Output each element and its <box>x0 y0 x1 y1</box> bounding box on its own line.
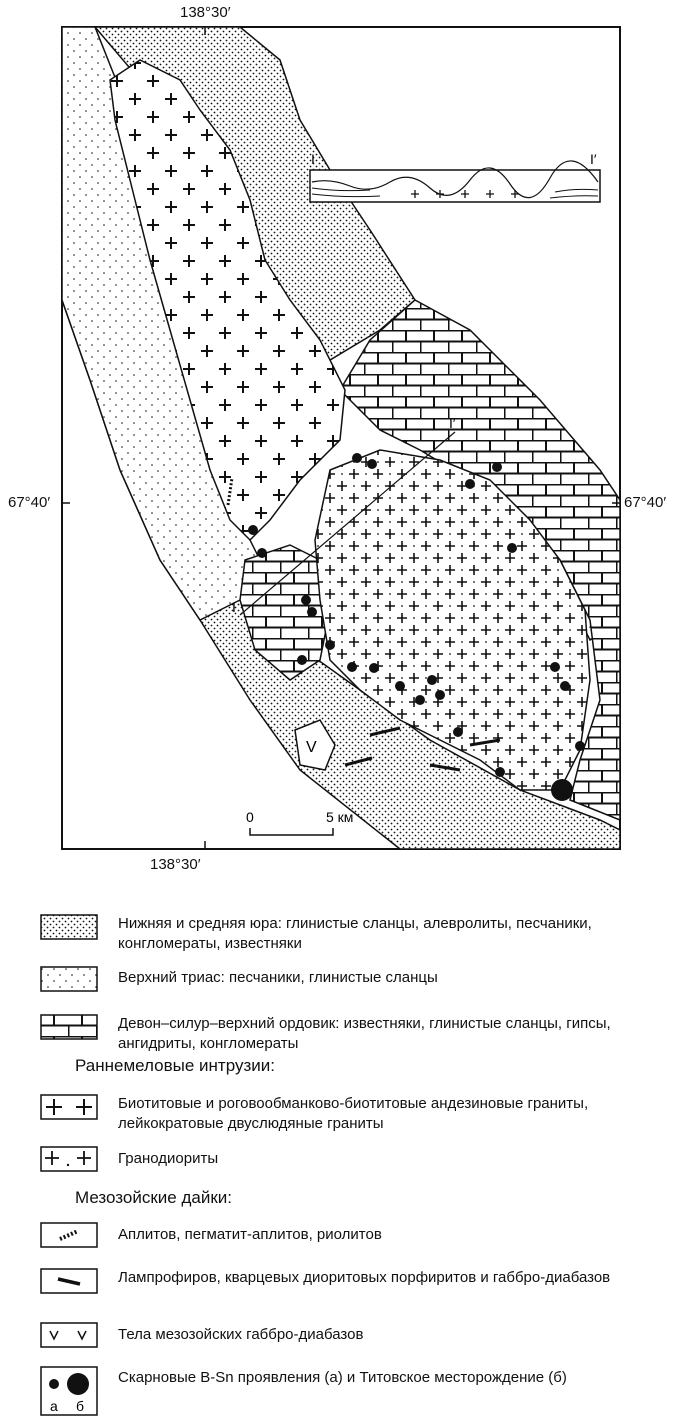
skarn-point <box>307 607 317 617</box>
gabbro-symbol: V <box>306 739 317 756</box>
legend-text: Биотитовые и роговообманково-биотитовые андезиновые граниты, лейкократовые двуслюдяные граниты <box>118 1095 589 1132</box>
skarn-point <box>492 462 502 472</box>
legend-text: Аплитов, пегматит-аплитов, риолитов <box>118 1226 382 1243</box>
skarn-point <box>507 543 517 553</box>
coord-bottom-lon: 138°30′ <box>150 856 201 873</box>
skarn-label-a: а <box>50 1398 58 1414</box>
legend-text: Верхний триас: песчаники, глинистые сланцы <box>118 969 438 986</box>
skarn-point <box>347 662 357 672</box>
legend-text: Тела мезозойских габбро-диабазов <box>118 1326 364 1343</box>
legend-text: Нижняя и средняя юра: глинистые сланцы, алевролиты, песчаники, конгломераты, известняки <box>118 915 592 952</box>
section-label-left: I <box>311 151 315 167</box>
skarn-point <box>257 548 267 558</box>
legend-text: Гранодиориты <box>118 1150 219 1167</box>
skarn-point <box>297 655 307 665</box>
skarn-swatch <box>40 1366 98 1416</box>
skarn-point <box>550 662 560 672</box>
coord-left-lat: 67°40′ <box>8 494 51 511</box>
aplite-swatch <box>40 1222 98 1248</box>
legend-text: Скарновые B-Sn проявления (а) и Титовское месторождение (б) <box>118 1369 567 1386</box>
skarn-point <box>301 595 311 605</box>
skarn-point <box>367 459 377 469</box>
section-label-right-map: I′ <box>449 415 456 431</box>
section-label-left-map: I <box>232 599 236 615</box>
granite-swatch <box>40 1094 98 1120</box>
legend-header-intrusions: Раннемеловые интрузии: <box>75 1056 275 1075</box>
coord-right-lat: 67°40′ <box>624 494 667 511</box>
skarn-point <box>435 690 445 700</box>
limestone-swatch <box>40 1014 98 1040</box>
coord-top-lon: 138°30′ <box>180 4 231 21</box>
jurassic-swatch <box>40 914 98 940</box>
skarn-label-b: б <box>76 1398 85 1414</box>
scale-five: 5 км <box>326 809 354 825</box>
skarn-point <box>560 681 570 691</box>
skarn-point <box>248 525 258 535</box>
legend-text: Девон–силур–верхний ордовик: известняки, глинистые сланцы, гипсы, ангидриты, конгломераты <box>118 1015 611 1052</box>
scale-zero: 0 <box>246 809 254 825</box>
section-label-right: I′ <box>590 151 597 167</box>
skarn-point <box>427 675 437 685</box>
skarn-point <box>325 640 335 650</box>
skarn-point <box>415 695 425 705</box>
skarn-point <box>575 741 585 751</box>
granodiorite-swatch <box>40 1146 98 1172</box>
lamprophyre-swatch <box>40 1268 98 1294</box>
triassic-swatch <box>40 966 98 992</box>
skarn-point <box>369 663 379 673</box>
skarn-point <box>453 727 463 737</box>
gabbro-swatch <box>40 1322 98 1348</box>
skarn-point <box>395 681 405 691</box>
skarn-point <box>495 767 505 777</box>
legend-header-dikes: Мезозойские дайки: <box>75 1188 232 1207</box>
skarn-point <box>465 479 475 489</box>
legend-text: Лампрофиров, кварцевых диоритовых порфиритов и габбро-диабазов <box>118 1269 611 1286</box>
titov-deposit <box>551 779 573 801</box>
skarn-point <box>352 453 362 463</box>
